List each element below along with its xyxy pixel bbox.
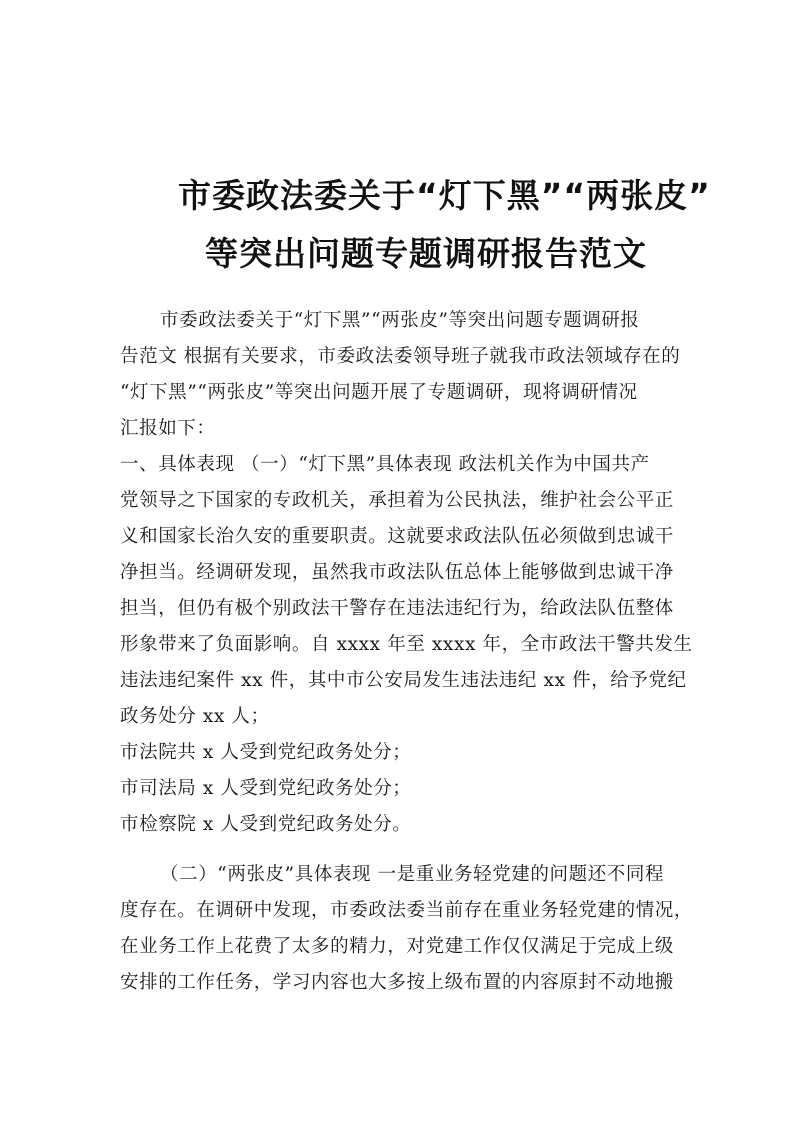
body-line-19: 安排的工作任务，学习内容也大多按上级布置的内容原封不动地搬 bbox=[120, 972, 674, 993]
body-line-3: “灯下黑”“两张皮”等突出问题开展了专题调研，现将调研情况 bbox=[120, 382, 638, 403]
title-line-1: 市委政法委关于“灯下黑”“两张皮” bbox=[178, 176, 711, 215]
body-line-4: 汇报如下： bbox=[120, 418, 216, 439]
body-line-5: 一、具体表现 （一）“灯下黑”具体表现 政法机关作为中国共产 bbox=[120, 454, 650, 475]
body-line-18: 在业务工作上花费了太多的精力，对党建工作仅仅满足于完成上级 bbox=[120, 936, 674, 957]
body-line-12: 政务处分 xx 人； bbox=[120, 706, 270, 727]
body-line-15: 市检察院 x 人受到党纪政务处分。 bbox=[120, 814, 412, 835]
body-line-14: 市司法局 x 人受到党纪政务处分； bbox=[120, 778, 412, 799]
body-line-16: （二）“两张皮”具体表现 一是重业务轻党建的问题还不同程 bbox=[160, 864, 665, 885]
body-line-1: 市委政法委关于“灯下黑”“两张皮”等突出问题专题调研报 bbox=[160, 310, 640, 331]
body-line-7: 义和国家长治久安的重要职责。这就要求政法队伍必须做到忠诚干 bbox=[120, 526, 674, 547]
body-line-8: 净担当。经调研发现，虽然我市政法队伍总体上能够做到忠诚干净 bbox=[120, 562, 674, 583]
body-line-9: 担当，但仍有极个别政法干警存在违法违纪行为，给政法队伍整体 bbox=[120, 598, 674, 619]
body-line-11: 违法违纪案件 xx 件，其中市公安局发生违法违纪 xx 件，给予党纪 bbox=[120, 670, 687, 691]
body-line-13: 市法院共 x 人受到党纪政务处分； bbox=[120, 742, 412, 763]
body-line-10: 形象带来了负面影响。自 xxxx 年至 xxxx 年，全市政法干警共发生 bbox=[120, 634, 693, 655]
body-line-6: 党领导之下国家的专政机关，承担着为公民执法，维护社会公平正 bbox=[120, 490, 674, 511]
body-line-17: 度存在。在调研中发现，市委政法委当前存在重业务轻党建的情况， bbox=[120, 900, 694, 921]
body-line-2: 告范文 根据有关要求，市委政法委领导班子就我市政法领域存在的 bbox=[120, 346, 681, 367]
title-line-2: 等突出问题专题调研报告范文 bbox=[205, 234, 647, 273]
